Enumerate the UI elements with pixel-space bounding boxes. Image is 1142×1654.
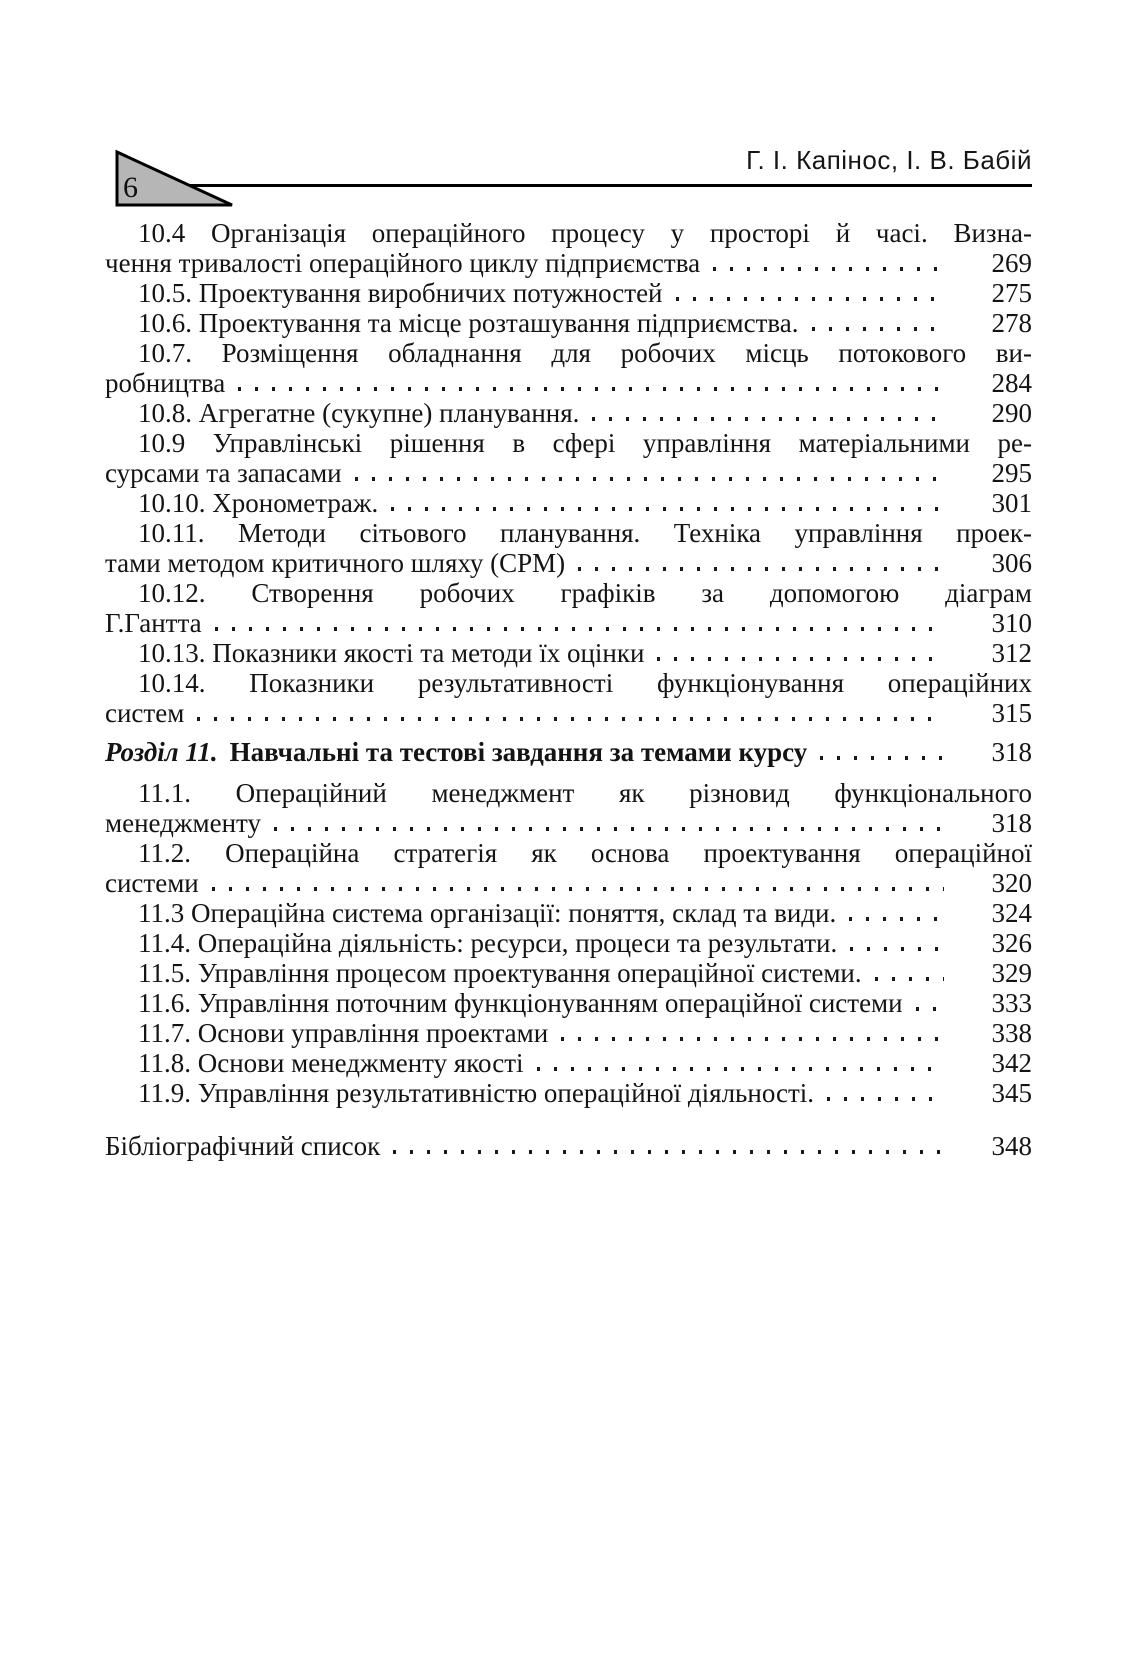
- toc-entry: [105, 898, 1032, 928]
- toc-line: [105, 488, 1032, 518]
- dot-leader: [537, 1067, 944, 1071]
- toc-line: [105, 308, 1032, 338]
- toc-page-number: 333: [991, 988, 1032, 1018]
- toc-line: [105, 368, 1032, 398]
- toc-page-number: 318: [991, 808, 1032, 838]
- toc-line: [105, 928, 1032, 958]
- dot-leader: [197, 717, 944, 721]
- toc-line: [105, 608, 1032, 638]
- toc-entry: [105, 638, 1032, 668]
- toc-line: 10.9 Управлінські рішення в сфері управління матеріальними ре-: [138, 428, 1032, 458]
- toc-entry-title: 10.6. Проектування та місце розташування підприємства.: [138, 308, 799, 338]
- dot-leader: [592, 417, 944, 421]
- toc-line: [105, 1131, 1032, 1161]
- dot-leader: [849, 917, 944, 921]
- toc-entry-title: 10.10. Хронометраж.: [138, 488, 379, 518]
- toc-entry: [105, 218, 1032, 278]
- toc-line: 10.4 Організація операційного процесу у просторі й часі. Визна-: [138, 218, 1032, 248]
- toc-page-number: 306: [991, 548, 1032, 578]
- toc-entry: [105, 778, 1032, 838]
- toc-entry-title: 10.5. Проектування виробничих потужностей: [138, 278, 663, 308]
- toc-page-number: 318: [991, 737, 1032, 767]
- toc-line: [105, 248, 1032, 278]
- toc-entry: [105, 488, 1032, 518]
- dot-leader: [875, 977, 944, 981]
- toc-entry: [105, 578, 1032, 638]
- dot-leader: [916, 1007, 944, 1011]
- toc-line: [105, 808, 1032, 838]
- dot-leader: [391, 507, 944, 511]
- toc-line: [105, 988, 1032, 1018]
- toc-entry-title: чення тривалості операційного циклу підприємства: [105, 248, 701, 278]
- toc-entry-title: сурсами та запасами: [105, 458, 342, 488]
- dot-leader: [238, 387, 944, 391]
- toc-line: 11.1. Операційний менеджмент як різновид функціонального: [138, 778, 1032, 808]
- toc-page-number: 338: [991, 1018, 1032, 1048]
- toc-entry: [105, 928, 1032, 958]
- toc-entry-title: 11.3 Операційна система організації: поняття, склад та види.: [138, 898, 837, 928]
- dot-leader: [676, 297, 945, 301]
- toc-entry-title: тами методом критичного шляху (СРМ): [105, 548, 566, 578]
- toc-page-number: 329: [991, 958, 1032, 988]
- toc-line: [105, 898, 1032, 928]
- dot-leader: [355, 477, 944, 481]
- toc-page-number: 345: [991, 1078, 1032, 1108]
- toc-line: [105, 638, 1032, 668]
- toc-entry-title: 11.5. Управління процесом проектування операційної системи.: [138, 958, 862, 988]
- toc-entry: [105, 1048, 1032, 1078]
- dot-leader: [820, 756, 944, 760]
- toc-page-number: 290: [991, 398, 1032, 428]
- toc-line: [105, 458, 1032, 488]
- toc-entry-title: 11.7. Основи управління проектами: [138, 1018, 549, 1048]
- toc-entry-title: 11.8. Основи менеджменту якості: [138, 1048, 524, 1078]
- toc-line: [105, 398, 1032, 428]
- toc-line: [105, 548, 1032, 578]
- toc-page-number: 326: [991, 928, 1032, 958]
- toc-entry-title: менеджменту: [105, 808, 262, 838]
- dot-leader: [393, 1150, 944, 1154]
- toc-page-number: 342: [991, 1048, 1032, 1078]
- toc-page-number: 284: [991, 368, 1032, 398]
- toc-line: 10.7. Розміщення обладнання для робочих місць потокового ви-: [138, 338, 1032, 368]
- toc-entry-title: 11.6. Управління поточним функціонуванням операційної системи: [138, 988, 903, 1018]
- toc-entry: [105, 1018, 1032, 1048]
- dot-leader: [215, 627, 944, 631]
- toc-line: 10.11. Методи сітьового планування. Техніка управління проек-: [138, 518, 1032, 548]
- toc-line: [105, 1078, 1032, 1108]
- toc-page-number: 295: [991, 458, 1032, 488]
- toc-entry-title: систем: [105, 698, 185, 728]
- toc-line: [105, 1018, 1032, 1048]
- dot-leader: [827, 1097, 944, 1101]
- dot-leader: [657, 657, 944, 661]
- toc-line: [105, 737, 1032, 767]
- toc-entry: [105, 398, 1032, 428]
- toc-line: [105, 698, 1032, 728]
- toc-line: [105, 1048, 1032, 1078]
- page-number: 6: [123, 171, 138, 204]
- toc-entry-title: Г.Гантта: [105, 608, 202, 638]
- toc-entry: [105, 1078, 1032, 1108]
- toc-entry-title: системи: [105, 868, 199, 898]
- toc-page-number: 301: [991, 488, 1032, 518]
- toc-page-number: 312: [991, 638, 1032, 668]
- toc-line: [105, 868, 1032, 898]
- toc-entry: [105, 988, 1032, 1018]
- page-corner-triangle: [114, 148, 238, 210]
- toc-page-number: 275: [991, 278, 1032, 308]
- toc-entry: [105, 308, 1032, 338]
- toc-page-number: 278: [991, 308, 1032, 338]
- dot-leader: [274, 827, 944, 831]
- header-rule: [118, 184, 1032, 187]
- toc-entry: [105, 278, 1032, 308]
- chapter-title: Навчальні та тестові завдання за темами курсу: [229, 737, 808, 767]
- toc-line: 10.12. Створення робочих графіків за допомогою діаграм: [138, 578, 1032, 608]
- dot-leader: [713, 267, 944, 271]
- toc-entry: [105, 668, 1032, 728]
- toc-entry-title: Бібліографічний список: [105, 1131, 381, 1161]
- table-of-contents: [105, 218, 1032, 1161]
- dot-leader: [812, 327, 944, 331]
- toc-entry-title: 10.8. Агрегатне (сукупне) планування.: [138, 398, 580, 428]
- toc-entry-title: 10.13. Показники якості та методи їх оцінки: [138, 638, 645, 668]
- dot-leader: [561, 1037, 944, 1041]
- toc-page-number: 310: [991, 608, 1032, 638]
- toc-entry: [105, 518, 1032, 578]
- toc-page-number: 315: [991, 698, 1032, 728]
- toc-entry: [105, 838, 1032, 898]
- toc-page-number: 320: [991, 868, 1032, 898]
- dot-leader: [850, 947, 944, 951]
- toc-page-number: 348: [991, 1131, 1032, 1161]
- toc-entry: [105, 958, 1032, 988]
- dot-leader: [578, 567, 944, 571]
- toc-line: [105, 958, 1032, 988]
- toc-entry: [105, 428, 1032, 488]
- toc-chapter-heading: [105, 737, 1032, 767]
- toc-entry: [105, 338, 1032, 398]
- running-head-authors: Г. І. Капінос, І. В. Бабій: [746, 145, 1032, 175]
- toc-entry: [105, 1131, 1032, 1161]
- dot-leader: [212, 887, 944, 891]
- toc-line: 11.2. Операційна стратегія як основа проектування операційної: [138, 838, 1032, 868]
- toc-entry-title: 11.4. Операційна діяльність: ресурси, процеси та результати.: [138, 928, 838, 958]
- toc-line: [105, 278, 1032, 308]
- toc-entry-title: 11.9. Управління результативністю операційної діяльності.: [138, 1078, 815, 1108]
- toc-page-number: 324: [991, 898, 1032, 928]
- chapter-number-label: Розділ 11.: [105, 737, 218, 767]
- toc-line: 10.14. Показники результативності функціонування операційних: [138, 668, 1032, 698]
- toc-entry-title: робництва: [105, 368, 226, 398]
- toc-page-number: 269: [991, 248, 1032, 278]
